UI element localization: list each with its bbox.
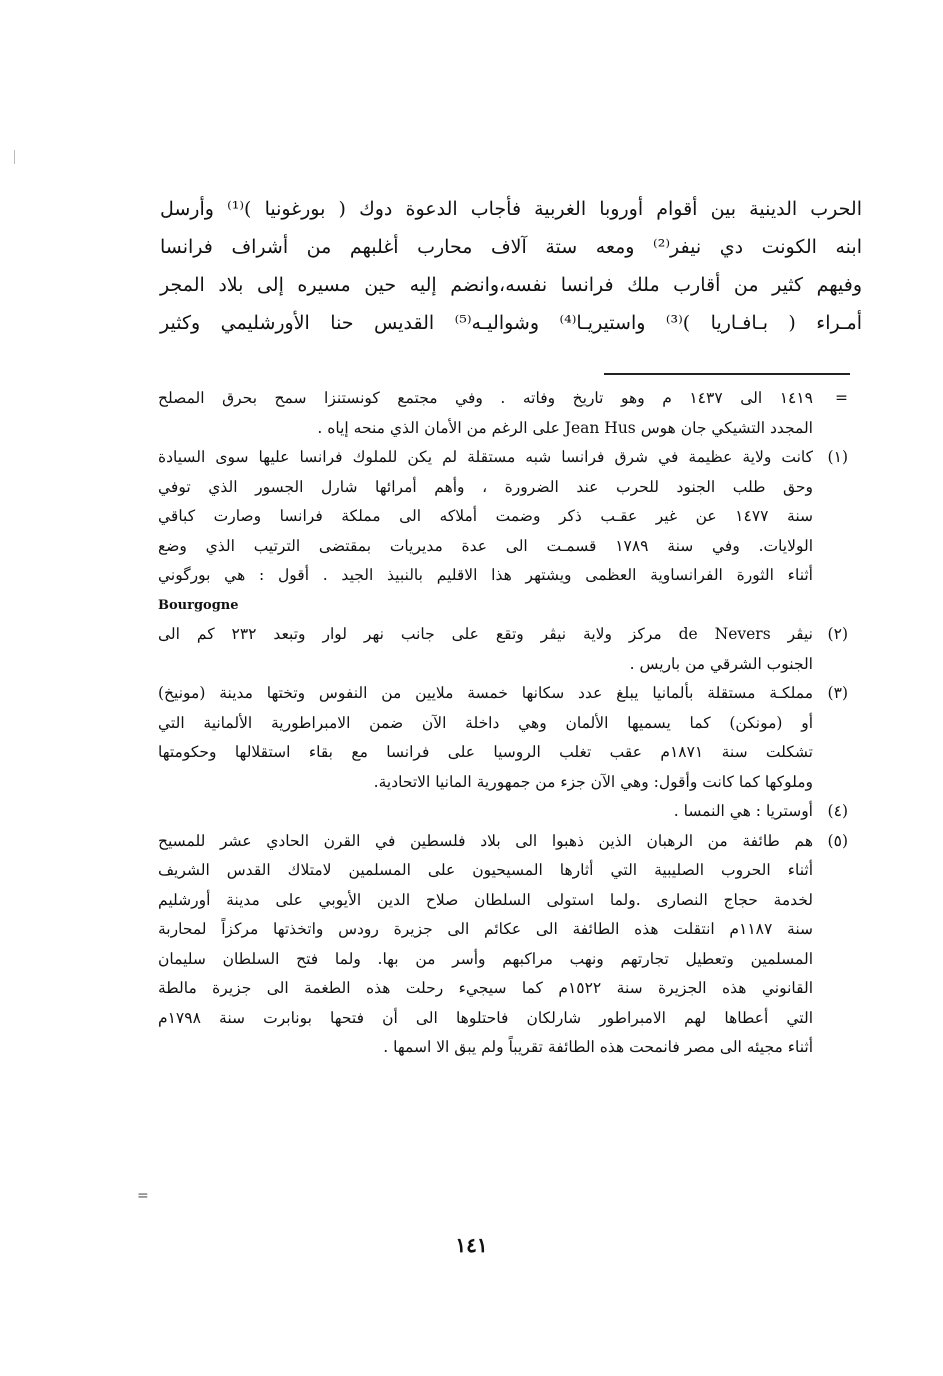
footnote-line: ١٤١٩ الى ١٤٣٧ م وهو تاريخ وفاته . وفي مجتمع كونستنزا سمح بحرق المصلح (158, 389, 813, 407)
footnote-mark: (٥) (827, 831, 848, 850)
footnote-line: سنة ١١٨٧م انتقلت هذه الطائفة الى عكائم الى جزيرة رودس واتخذتها مركزاً لمحاربة (158, 920, 813, 938)
footnote-line: أثناء الثورة الفرانساوية العظمى ويشتهر هذا الاقليم بالنبيذ الجيد . أقول : هي بورگوني (158, 566, 813, 584)
footnote-line: أوستريا : هي النمسا . (673, 802, 813, 820)
footnote-2 (158, 620, 848, 679)
footnote-line: سنة ١٤٧٧ عن غير عقـب ذكر وضمت أملاكه الى مملكة فرانسا وصارت كباقي (158, 507, 813, 525)
footnote-line: المجدد التشيكي جان هوس Jean Hus على الرغم من الأمان الذي منحه إياه . (317, 418, 813, 437)
footnote-line: لخدمة حجاج النصارى .ولما استولى السلطان صلاح الدين الأيوبي على مدينة أورشليم (158, 890, 813, 909)
main-text-line: أمـراء ( بـافـاريا )⁽³⁾ واستيريـا⁽⁴⁾ وشواليـه⁽⁵⁾ القديس حنا الأورشليمي وكثير (160, 312, 863, 334)
footnote-line: الولايات. وفي سنة ١٧٨٩ قسمـت الى عدة مديريات بمقتضى الترتيب الذي وضع (158, 536, 813, 555)
continuation-mark: = (137, 1188, 149, 1204)
footnote-line: الجنوب الشرقي من باريس . (629, 654, 813, 673)
main-text-line: الحرب الدينية بين أقوام أوروبا الغربية فأجاب الدعوة دوك ( بورغونيا )⁽¹⁾ وأرسل (160, 198, 862, 220)
footnote-line: التي أعطاها لهم الامبراطور شارلكان فاحتلوها الى أن فتحها بونابرت سنة ١٧٩٨م (158, 1008, 813, 1027)
footnote-mark: (٣) (827, 684, 848, 702)
main-text-line: ابنه الكونت دي نيفر⁽²⁾ ومعه ستة آلاف محارب أغلبهم من أشراف فرانسا (160, 236, 862, 258)
footnote-mark: = (835, 389, 848, 407)
footnote-line: وحق طلب الجنود للحرب عند الضرورة ، وأهم أمرائها شارل الجسور الذي توفي (158, 477, 813, 496)
footnote-line: أو (مونكن) كما يسميها الألمان وهي داخلة الآن ضمن الامبراطورية الألمانية التي (158, 713, 813, 732)
footnote-latin-term: Bourgogne (158, 597, 239, 613)
footnote-line: وملوكها كما كانت وأقول: وهي الآن جزء من جمهورية المانيا الاتحادية. (373, 772, 813, 791)
footnote-line: نيڤر de Nevers مركز ولاية نيڤر وتقع على جانب نهر لوار وتبعد ٢٣٢ كم الى (158, 625, 813, 643)
footnote-line: المسلمين وتعطيل تجارتهم ونهب مراكبهم وأسر من بها. ولما فتح السلطان سليمان (158, 949, 813, 968)
footnote-1 (158, 443, 848, 620)
footnote-separator (604, 373, 850, 375)
footnote-line: هم طائفة من الرهبان الذين ذهبوا الى بلاد فلسطين في القرن الحادي عشر للمسيح (158, 831, 813, 850)
footnote-line: مملكـة مستقلة بألمانيا يبلغ عدد سكانها خمسة ملايين من النفوس وتختها مدينة (مونيخ) (158, 684, 813, 702)
footnote-line: كانت ولاية عظيمة في شرق فرانسا شبه مستقلة لم يكن للملوك فرانسا عليها سوى السيادة (158, 448, 813, 466)
footnote-3 (158, 679, 848, 797)
main-text-line: وفيهم كثير من أقارب ملك فرانسا نفسه،وانضم إليه حين مسيره إلى بلاد المجر (160, 274, 862, 296)
footnote-mark: (٤) (827, 802, 848, 820)
footnote-4 (158, 797, 848, 827)
scan-mark (14, 150, 15, 164)
footnote-line: القانوني هذه الجزيرة سنة ١٥٢٢م كما سيجيء رحلت هذه الطغمة الى جزيرة مالطة (158, 979, 814, 997)
main-text (160, 190, 862, 342)
footnote-line: تشكلت سنة ١٨٧١م عقب تغلب الروسيا على فرانسا مع بقاء استقلالها وحكومتها (158, 743, 813, 761)
footnote-continued (158, 384, 848, 443)
footnote-line: أثناء مجيئه الى مصر فانمحت هذه الطائفة تقريباً ولم يبق الا اسمها . (383, 1038, 813, 1056)
footnote-line: أثناء الحروب الصليبية التي أثارها المسيحيون على المسلمين لامتلاك القدس الشريف (158, 861, 813, 879)
page-number: ١٤١ (455, 1233, 488, 1257)
footnote-5 (158, 827, 848, 1063)
footnotes (158, 384, 848, 1063)
footnote-mark: (٢) (827, 625, 848, 643)
footnote-mark: (١) (827, 448, 848, 466)
